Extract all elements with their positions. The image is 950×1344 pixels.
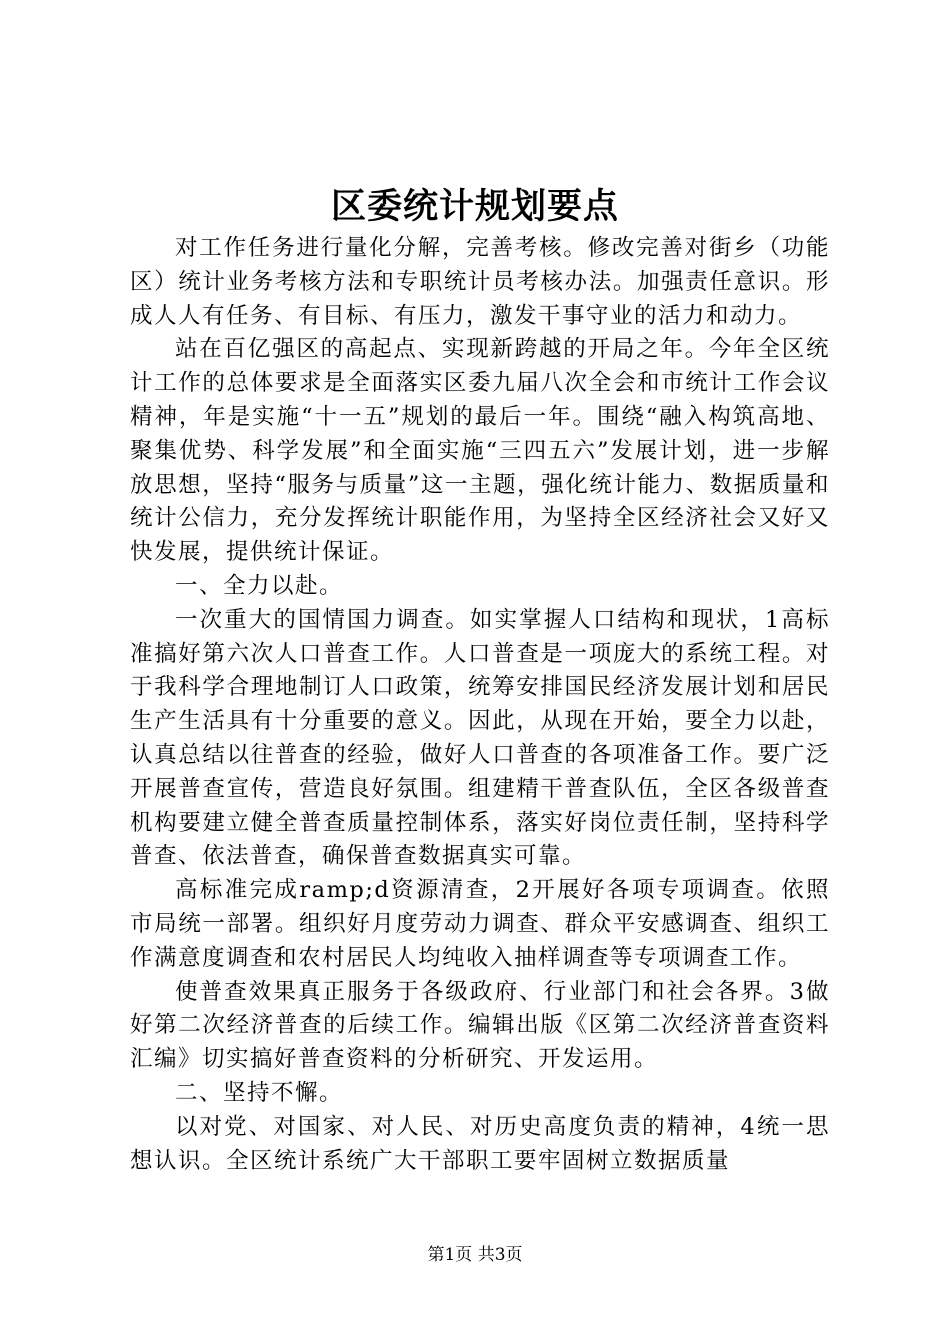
paragraph-4: 高标准完成ramp;d资源清查，2开展好各项专项调查。依照市局统一部署。组织好月度劳动力调查、群众平安感调查、组织工作满意度调查和农村居民人均纯收入抽样调查等专项调查工作。 <box>130 877 830 971</box>
paragraph-3: 一次重大的国情国力调查。如实掌握人口结构和现状，1高标准搞好第六次人口普查工作。人口普查是一项庞大的系统工程。对于我科学合理地制订人口政策，统筹安排国民经济发展计划和居民生产生活具有十分重要的意义。因此，从现在开始，要全力以赴，认真总结以往普查的经验，做好人口普查的各项准备工作。要广泛开展普查宣传，营造良好氛围。组建精干普查队伍，全区各级普查机构要建立健全普查质量控制体系，落实好岗位责任制，坚持科学普查、依法普查，确保普查数据真实可靠。 <box>130 606 830 870</box>
section-heading-1: 一、全力以赴。 <box>175 572 344 599</box>
document-body <box>130 232 830 1178</box>
paragraph-5: 使普查效果真正服务于各级政府、行业部门和社会各界。3做好第二次经济普查的后续工作。编辑出版《区第二次经济普查资料汇编》切实搞好普查资料的分析研究、开发运用。 <box>130 978 830 1073</box>
page-number-footer: 第1页 共3页 <box>427 1245 523 1265</box>
section-heading-2: 二、坚持不懈。 <box>175 1079 344 1106</box>
paragraph-1: 对工作任务进行量化分解，完善考核。修改完善对街乡（功能区）统计业务考核方法和专职统计员考核办法。加强责任意识。形成人人有任务、有目标、有压力，激发干事守业的活力和动力。 <box>130 235 830 329</box>
paragraph-2: 站在百亿强区的高起点、实现新跨越的开局之年。今年全区统计工作的总体要求是全面落实区委九届八次全会和市统计工作会议精神，年是实施“十一五”规划的最后一年。围绕“融入构筑高地、聚集优势、科学发展”和全面实施“三四五六”发展计划，进一步解放思想，坚持“服务与质量”这一主题，强化统计能力、数据质量和统计公信力，充分发挥统计职能作用，为坚持全区经济社会又好又快发展，提供统计保证。 <box>130 336 830 566</box>
paragraph-6: 以对党、对国家、对人民、对历史高度负责的精神，4统一思想认识。全区统计系统广大干部职工要牢固树立数据质量 <box>130 1113 830 1174</box>
document-title: 区委统计规划要点 <box>330 186 619 227</box>
